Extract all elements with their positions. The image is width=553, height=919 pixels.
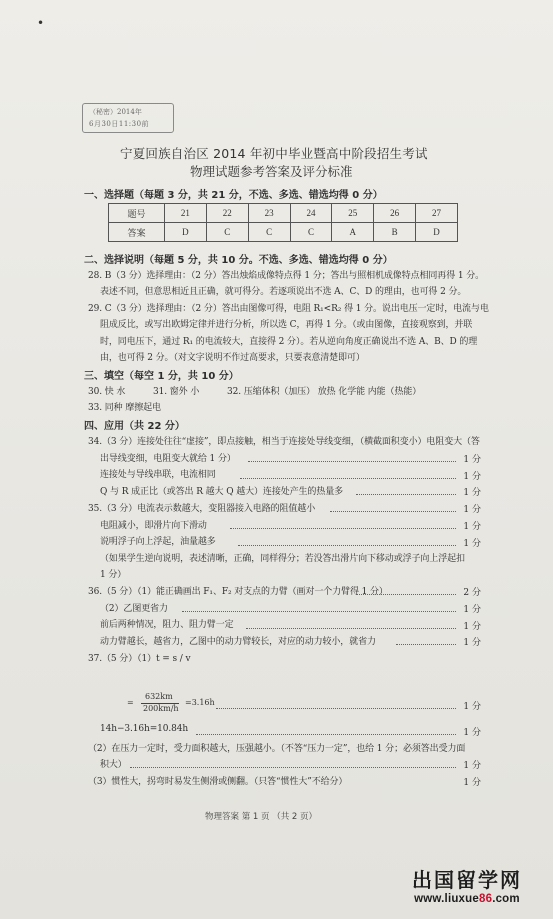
dotted-leader (240, 478, 456, 479)
answer-30: 30. 快 水 (88, 387, 126, 397)
text-line: （如果学生逆向说明，表述清晰，正确，同样得分；若没答出滑片向下移动或浮子向上浮起扣 (100, 554, 465, 564)
dotted-leader (216, 708, 456, 709)
table-cell: 25 (332, 204, 374, 223)
score-label: 1 分 (463, 778, 481, 788)
score-label: 1 分 (463, 455, 481, 465)
site-watermark (382, 864, 552, 905)
formula-numerator: 632km (145, 692, 173, 701)
page-footer: 物理答案 第 1 页 （共 2 页） (205, 812, 318, 822)
table-cell: 22 (206, 204, 248, 223)
table-cell: 26 (374, 204, 416, 223)
table-cell: C (206, 223, 248, 242)
text-line: （2）乙图更省力 (100, 604, 168, 614)
text-line: 14h−3.16h=10.84h (100, 724, 189, 734)
dotted-leader (182, 611, 456, 612)
answer-32: 32. 压缩体积（加压） 放热 化学能 内能（热能） (227, 387, 422, 397)
table-row (109, 204, 458, 223)
table-row (109, 223, 458, 242)
score-label: 1 分 (463, 622, 481, 632)
section-3-heading: 三、填空（每空 1 分，共 10 分） (84, 371, 239, 382)
answer-table (108, 203, 458, 242)
score-label: 1 分 (463, 522, 481, 532)
formula-equals: = (127, 698, 134, 707)
text-line: 前后两种情况，阻力、阻力臂一定 (100, 620, 234, 630)
score-label: 1 分 (463, 605, 481, 615)
exam-title: 宁夏回族自治区 2014 年初中毕业暨高中阶段招生考试 (120, 146, 428, 161)
text-line: 由，也可得 2 分。（对文字说明不作过高要求，只要表意清楚即可） (100, 353, 365, 363)
table-cell: 24 (290, 204, 332, 223)
stamp-line-2: 6月30日11:30前 (89, 120, 150, 128)
dotted-leader (130, 767, 456, 768)
score-label: 1 分 (463, 505, 481, 515)
score-label: 1 分 (463, 539, 481, 549)
text-line: 29. C（3 分）选择理由：（2 分）答出由图像可得，电阻 R₁<R₂ 得 1 分。说出电压一定时，电流与电 (88, 304, 489, 314)
answer-31: 31. 窗外 小 (153, 387, 200, 397)
stamp-line-1: （秘密）2014年 (89, 108, 142, 116)
score-label: 1 分 (463, 761, 481, 771)
formula-result: =3.16h (185, 698, 215, 707)
score-label: 1 分 (463, 638, 481, 648)
watermark-url (382, 893, 552, 905)
text-line: 28. B（3 分）选择理由：（2 分）答出烛焰成像特点得 1 分；答出与照相机成像特点相同再得 1 分。 (88, 271, 485, 281)
watermark-url-prefix: www.liuxue (414, 893, 479, 905)
table-cell: C (290, 223, 332, 242)
watermark-url-suffix: .com (492, 893, 520, 905)
text-line: 出导线变细，电阻变大就给 1 分） (100, 454, 236, 464)
answer-33: 33. 同种 摩擦起电 (88, 403, 161, 413)
table-header-cell: 答案 (109, 223, 165, 242)
score-label: 1 分 (463, 728, 481, 738)
dotted-leader (396, 644, 456, 645)
text-line: 动力臂越长，越省力，乙图中的动力臂较长，对应的动力较小，就省力 (100, 637, 376, 647)
table-header-cell: 题号 (109, 204, 165, 223)
score-label: 2 分 (463, 588, 481, 598)
dotted-leader (356, 494, 456, 495)
table-cell: 21 (165, 204, 207, 223)
table-cell: C (248, 223, 290, 242)
text-line: Q 与 R 成正比（或答出 R 越大 Q 越大）连接处产生的热量多 (100, 487, 344, 497)
dotted-leader (246, 628, 456, 629)
exam-subtitle: 物理试题参考答案及评分标准 (190, 164, 353, 179)
score-label: 1 分 (463, 702, 481, 712)
text-line: （2）在压力一定时，受力面积越大，压强越小。（不答“压力一定”，也给 1 分；必须答出受力面 (88, 744, 466, 754)
section-2-heading: 二、选择说明（每题 5 分，共 10 分。不选、多选、错选均得 0 分） (84, 255, 393, 266)
text-line: 说明浮子向上浮起，油量越多 (100, 537, 216, 547)
table-cell: 23 (248, 204, 290, 223)
text-line: 时，同电压下，通过 R₁ 的电流较大，直接得 2 分）。若从逆向角度正确说出不选 A、B、D 的理 (100, 337, 478, 347)
watermark-logo-text: 出国留学网 (412, 868, 522, 892)
text-line: 1 分） (100, 570, 127, 580)
table-cell: D (416, 223, 458, 242)
corner-mark: • (37, 16, 45, 30)
score-label: 1 分 (463, 472, 481, 482)
text-line: 积大） (100, 760, 127, 770)
text-line: 阻成反比，或写出欧姆定律并进行分析，所以选 C，再得 1 分。（或由图像，直接观察到，并联 (100, 320, 473, 330)
dotted-leader (248, 461, 456, 462)
text-line: 35.（3 分）电流表示数越大，变阻器接入电路的阻值越小 (88, 504, 316, 514)
confidential-stamp (82, 103, 174, 133)
section-4-heading: 四、应用（共 22 分） (84, 421, 185, 432)
dotted-leader (230, 528, 456, 529)
formula-denominator: 200km/h (143, 704, 179, 713)
text-line: 34.（3 分）连接处往往“虚接”，即点接触，相当于连接处导线变细，（横截面积变小）电阻变大（答 (88, 437, 480, 447)
text-line: 36.（5 分）（1）能正确画出 F₁、F₂ 对支点的力臂（画对一个力臂得 1 分） (88, 587, 388, 597)
text-line: 电阻减小，即滑片向下滑动 (100, 521, 207, 531)
text-line: （3）惯性大，拐弯时易发生侧滑或侧翻。（只答“惯性大”不给分） (88, 777, 348, 787)
dotted-leader (356, 594, 456, 595)
section-1-heading: 一、选择题（每题 3 分，共 21 分，不选、多选、错选均得 0 分） (84, 190, 383, 201)
table-cell: B (374, 223, 416, 242)
text-line: 37.（5 分）（1）t = s / v (88, 654, 191, 664)
table-cell: A (332, 223, 374, 242)
table-cell: D (165, 223, 207, 242)
text-line: 连接处与导线串联，电流相同 (100, 470, 216, 480)
dotted-leader (238, 545, 456, 546)
dotted-leader (196, 734, 456, 735)
dotted-leader (330, 511, 456, 512)
table-cell: 27 (416, 204, 458, 223)
watermark-url-number: 86 (478, 893, 493, 905)
score-label: 1 分 (463, 488, 481, 498)
text-line: 表述不同，但意思相近且正确，就可得分。若逐项说出不选 A、C、D 的理由，也可得 2 分。 (100, 287, 467, 297)
